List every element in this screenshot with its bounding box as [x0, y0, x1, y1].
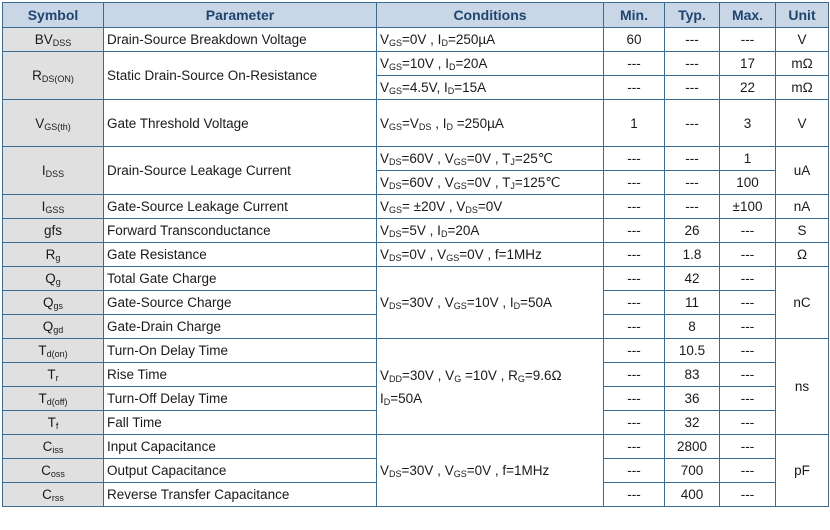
parameter-cell: Output Capacitance	[104, 459, 377, 483]
min-cell: ---	[604, 339, 665, 363]
typ-cell: ---	[665, 171, 720, 195]
symbol-cell: $C_{iss}$	[3, 435, 104, 459]
table-row	[3, 219, 829, 243]
conditions-cell: $V_{DS}=60V$ , $V_{GS}=0V$ , $T_J=125℃$	[377, 171, 604, 195]
typ-cell: 10.5	[665, 339, 720, 363]
unit-cell: ns	[776, 339, 829, 435]
table-row	[3, 147, 829, 171]
min-cell: ---	[604, 363, 665, 387]
parameter-cell: Input Capacitance	[104, 435, 377, 459]
unit-cell: nC	[776, 267, 829, 339]
conditions-cell: $V_{GS}=0V$ , $I_D=250\mu A$	[377, 28, 604, 52]
typ-cell: 2800	[665, 435, 720, 459]
header-symbol: Symbol	[3, 3, 104, 28]
typ-cell: ---	[665, 100, 720, 147]
conditions-cell: $V_{DS}=5V$ , $I_D=20A$	[377, 219, 604, 243]
max-cell: ---	[720, 435, 776, 459]
typ-cell: 26	[665, 219, 720, 243]
conditions-line: $I_D=50A$	[380, 390, 423, 407]
max-cell: ---	[720, 483, 776, 507]
parameter-cell: Gate Threshold Voltage	[104, 100, 377, 147]
symbol-cell: $T_f$	[3, 411, 104, 435]
max-cell: ---	[720, 363, 776, 387]
typ-cell: 32	[665, 411, 720, 435]
conditions-cell: $V_{DS}=30V$ , $V_{GS}=0V$ , f=1MHz	[377, 435, 604, 507]
min-cell: ---	[604, 483, 665, 507]
symbol-cell: $R_{DS(ON)}$	[3, 52, 104, 100]
min-cell: ---	[604, 459, 665, 483]
conditions-cell: $V_{GS}=4.5V$, $I_D=15A$	[377, 76, 604, 100]
max-cell: 3	[720, 100, 776, 147]
conditions-cell: $V_{DS}=30V$ , $V_{GS}=10V$ , $I_D=50A$	[377, 267, 604, 339]
parameter-cell: Gate-Drain Charge	[104, 315, 377, 339]
conditions-cell: $V_{DS}=0V$ , $V_{GS}=0V$ , f=1MHz	[377, 243, 604, 267]
typ-cell: ---	[665, 28, 720, 52]
max-cell: ---	[720, 291, 776, 315]
symbol-cell: $R_g$	[3, 243, 104, 267]
unit-cell: V	[776, 100, 829, 147]
parameter-cell: Fall Time	[104, 411, 377, 435]
table-row	[3, 243, 829, 267]
unit-cell: V	[776, 28, 829, 52]
unit-cell: pF	[776, 435, 829, 507]
header-max: Max.	[720, 3, 776, 28]
conditions-cell: $V_{GS}= \pm 20V$ , $V_{DS}=0V$	[377, 195, 604, 219]
max-cell: ---	[720, 267, 776, 291]
min-cell: ---	[604, 291, 665, 315]
symbol-cell: $T_{d(on)}$	[3, 339, 104, 363]
min-cell: ---	[604, 219, 665, 243]
typ-cell: 400	[665, 483, 720, 507]
min-cell: ---	[604, 52, 665, 76]
max-cell: ---	[720, 411, 776, 435]
conditions-cell: $V_{DS}=60V$ , $V_{GS}=0V$ , $T_J=25℃$	[377, 147, 604, 171]
unit-cell: S	[776, 219, 829, 243]
table-row	[3, 100, 829, 147]
conditions-cell	[377, 339, 604, 435]
parameter-cell: Drain-Source Leakage Current	[104, 147, 377, 195]
parameter-cell: Gate-Source Charge	[104, 291, 377, 315]
symbol-cell: gfs	[3, 219, 104, 243]
header-unit: Unit	[776, 3, 829, 28]
typ-cell: 42	[665, 267, 720, 291]
typ-cell: 700	[665, 459, 720, 483]
symbol-cell: $Q_g$	[3, 267, 104, 291]
table-row	[3, 435, 829, 459]
header-typ: Typ.	[665, 3, 720, 28]
symbol-cell: $V_{GS(th)}$	[3, 100, 104, 147]
symbol-cell: $C_{rss}$	[3, 483, 104, 507]
symbol-cell: $BV_{DSS}$	[3, 28, 104, 52]
header-parameter: Parameter	[104, 3, 377, 28]
unit-cell: Ω	[776, 243, 829, 267]
max-cell: ---	[720, 28, 776, 52]
min-cell: ---	[604, 435, 665, 459]
parameter-cell: Drain-Source Breakdown Voltage	[104, 28, 377, 52]
min-cell: ---	[604, 76, 665, 100]
typ-cell: 11	[665, 291, 720, 315]
min-cell: ---	[604, 315, 665, 339]
table-row	[3, 28, 829, 52]
symbol-cell: $Q_{gs}$	[3, 291, 104, 315]
max-cell: ±100	[720, 195, 776, 219]
typ-cell: ---	[665, 52, 720, 76]
typ-cell: 36	[665, 387, 720, 411]
max-cell: ---	[720, 315, 776, 339]
symbol-cell: $T_{d(off)}$	[3, 387, 104, 411]
table-row	[3, 52, 829, 76]
max-cell: ---	[720, 459, 776, 483]
typ-cell: ---	[665, 147, 720, 171]
min-cell: ---	[604, 147, 665, 171]
min-cell: ---	[604, 267, 665, 291]
conditions-cell: $V_{GS}=V_{DS}$ , $I_D =250\mu A$	[377, 100, 604, 147]
max-cell: 100	[720, 171, 776, 195]
min-cell: 1	[604, 100, 665, 147]
electrical-characteristics-table	[2, 2, 829, 507]
symbol-cell: $I_{GSS}$	[3, 195, 104, 219]
unit-cell: mΩ	[776, 52, 829, 76]
min-cell: ---	[604, 411, 665, 435]
parameter-cell: Turn-Off Delay Time	[104, 387, 377, 411]
max-cell: 22	[720, 76, 776, 100]
parameter-cell: Reverse Transfer Capacitance	[104, 483, 377, 507]
parameter-cell: Total Gate Charge	[104, 267, 377, 291]
unit-cell: mΩ	[776, 76, 829, 100]
typ-cell: ---	[665, 76, 720, 100]
max-cell: ---	[720, 219, 776, 243]
min-cell: ---	[604, 243, 665, 267]
min-cell: ---	[604, 195, 665, 219]
typ-cell: 1.8	[665, 243, 720, 267]
min-cell: ---	[604, 171, 665, 195]
typ-cell: 8	[665, 315, 720, 339]
symbol-cell: $I_{DSS}$	[3, 147, 104, 195]
max-cell: ---	[720, 387, 776, 411]
conditions-line: $V_{DD}=30V$ , $V_G =10V$ , $R_G=9.6\Omega$	[380, 367, 562, 384]
max-cell: 1	[720, 147, 776, 171]
typ-cell: 83	[665, 363, 720, 387]
parameter-cell: Static Drain-Source On-Resistance	[104, 52, 377, 100]
unit-cell: nA	[776, 195, 829, 219]
unit-cell: uA	[776, 147, 829, 195]
parameter-cell: Turn-On Delay Time	[104, 339, 377, 363]
max-cell: ---	[720, 339, 776, 363]
header-row	[3, 3, 829, 28]
min-cell: ---	[604, 387, 665, 411]
table-row	[3, 339, 829, 363]
symbol-cell: $C_{oss}$	[3, 459, 104, 483]
parameter-cell: Gate Resistance	[104, 243, 377, 267]
parameter-cell: Forward Transconductance	[104, 219, 377, 243]
header-conditions: Conditions	[377, 3, 604, 28]
table-row	[3, 195, 829, 219]
conditions-cell: $V_{GS}=10V$ , $I_D=20A$	[377, 52, 604, 76]
header-min: Min.	[604, 3, 665, 28]
min-cell: 60	[604, 28, 665, 52]
parameter-cell: Gate-Source Leakage Current	[104, 195, 377, 219]
max-cell: ---	[720, 243, 776, 267]
max-cell: 17	[720, 52, 776, 76]
symbol-cell: $T_r$	[3, 363, 104, 387]
symbol-cell: $Q_{gd}$	[3, 315, 104, 339]
table-row	[3, 267, 829, 291]
typ-cell: ---	[665, 195, 720, 219]
parameter-cell: Rise Time	[104, 363, 377, 387]
